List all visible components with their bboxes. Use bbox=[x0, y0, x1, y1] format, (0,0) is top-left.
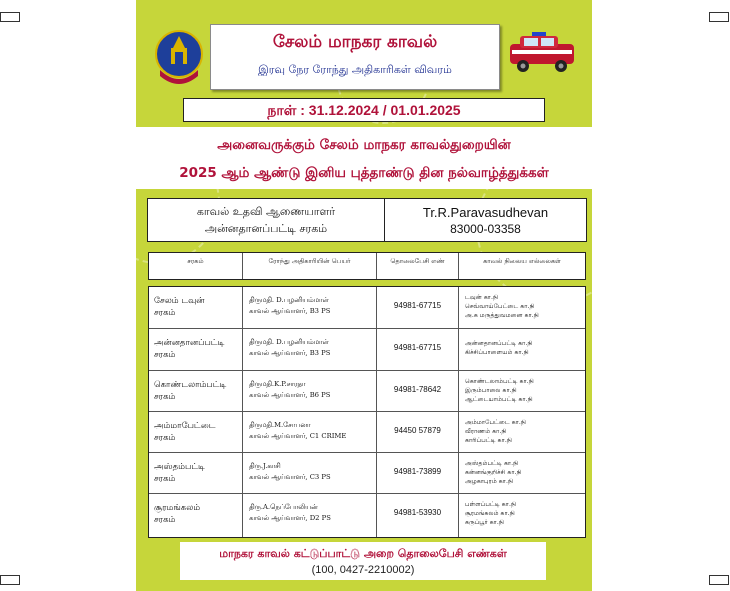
area-name: அன்னதானப்பட்டி bbox=[154, 338, 225, 348]
page-title: சேலம் மாநகர காவல் bbox=[272, 32, 438, 52]
limit-item: கிச்சிப்பாளையம் கா.நி bbox=[465, 349, 529, 356]
area-cell bbox=[149, 329, 243, 371]
officer-area: அன்னதானப்பட்டி சரகம் bbox=[204, 222, 328, 235]
limit-item: கொண்டலாம்பட்டி கா.நி bbox=[465, 378, 534, 385]
resize-handle-top-left[interactable] bbox=[0, 12, 20, 22]
officer-box bbox=[147, 198, 587, 242]
header-cell-officer: ரோந்து அதிகாரியின் பெயர் bbox=[243, 253, 377, 279]
limits-cell bbox=[459, 371, 585, 412]
patrol-vehicle-icon bbox=[506, 30, 580, 76]
limit-item: ஆட்டையாம்பட்டி கா.நி bbox=[465, 396, 533, 403]
header-box bbox=[210, 24, 500, 90]
police-emblem-icon bbox=[154, 30, 204, 88]
officer-name: திருமதி.M.சோபனா bbox=[249, 421, 311, 429]
limit-item: அ.க மருத்துவமனை கா.நி bbox=[465, 312, 539, 319]
officer-rank: காவல் ஆய்வாளர், B3 PS bbox=[249, 349, 331, 357]
limit-item: வீராணம் கா.நி bbox=[465, 428, 507, 435]
resize-handle-top-right[interactable] bbox=[709, 12, 729, 22]
area-suffix: சரகம் bbox=[154, 392, 176, 402]
table-header bbox=[148, 252, 586, 280]
limit-item: பள்ளப்பட்டி கா.நி bbox=[465, 501, 517, 508]
limit-item: அழகாபுரம் கா.நி bbox=[465, 478, 514, 485]
officer-cell bbox=[243, 329, 377, 371]
limit-item: கன்னங்குறிச்சி கா.நி bbox=[465, 469, 522, 476]
control-room-footer bbox=[180, 542, 546, 580]
limit-item: காரிப்பட்டி கா.நி bbox=[465, 437, 512, 444]
greeting-line-1: அனைவருக்கும் சேலம் மாநகர காவல்துறையின் bbox=[217, 137, 511, 153]
limit-item: கருப்பூர் கா.நி bbox=[465, 519, 505, 526]
officer-role: காவல் உதவி ஆணையாளர் bbox=[196, 205, 336, 218]
greeting-banner bbox=[136, 127, 592, 189]
area-suffix: சரகம் bbox=[154, 474, 176, 484]
officer-rank: காவல் ஆய்வாளர், C3 PS bbox=[249, 473, 331, 481]
area-cell bbox=[149, 287, 243, 329]
area-suffix: சரகம் bbox=[154, 433, 176, 443]
limit-item: டவுன் கா.நி bbox=[465, 294, 499, 301]
officer-name: திருமதி. D.பழனியம்மாள் bbox=[249, 338, 329, 346]
date-banner: நாள் : 31.12.2024 / 01.01.2025 bbox=[183, 98, 545, 122]
area-suffix: சரகம் bbox=[154, 350, 176, 360]
poster-image bbox=[136, 0, 592, 591]
area-name: சேலம் டவுன் bbox=[154, 296, 205, 306]
officer-name: திரு.J.காசி bbox=[249, 462, 281, 470]
phone-cell: 94981-67715 bbox=[377, 329, 459, 371]
area-name: அம்மாபேட்டை bbox=[154, 421, 216, 431]
officer-cell bbox=[243, 494, 377, 537]
table-row bbox=[149, 329, 585, 371]
officer-rank: காவல் ஆய்வாளர், C1 CRIME bbox=[249, 432, 347, 440]
table-row bbox=[149, 412, 585, 453]
limit-item: இரும்பாலை கா.நி bbox=[465, 387, 517, 394]
limit-item: அன்னதானப்பட்டி கா.நி bbox=[465, 340, 533, 347]
limit-item: அஸ்தம்பட்டி கா.நி bbox=[465, 460, 519, 467]
area-name: அஸ்தம்பட்டி bbox=[154, 462, 205, 472]
footer-title: மாநகர காவல் கட்டுப்பாட்டு அறை தொலைபேசி எண்கள் bbox=[219, 547, 507, 560]
page-subtitle: இரவு நேர ரோந்து அதிகாரிகள் விவரம் bbox=[258, 63, 452, 76]
table-row bbox=[149, 371, 585, 412]
header-cell-area: சரகம் bbox=[149, 253, 243, 279]
table-row bbox=[149, 494, 585, 537]
officer-designation bbox=[148, 199, 385, 241]
officer-cell bbox=[243, 371, 377, 412]
officer-name: திரு.A.நெப்போலியன் bbox=[249, 503, 318, 511]
table-row bbox=[149, 453, 585, 494]
phone-cell: 94981-78642 bbox=[377, 371, 459, 412]
area-suffix: சரகம் bbox=[154, 308, 176, 318]
officer-rank: காவல் ஆய்வாளர், D2 PS bbox=[249, 514, 331, 522]
limits-cell bbox=[459, 494, 585, 537]
area-name: கொண்டலாம்பட்டி bbox=[154, 380, 227, 390]
officer-table bbox=[148, 286, 586, 538]
greeting-line-2: 2025 ஆம் ஆண்டு இனிய புத்தாண்டு தின நல்வாழ்த்துக்கள் bbox=[179, 165, 549, 181]
officer-name: திருமதி.K.P.சாரதா bbox=[249, 380, 306, 388]
limits-cell bbox=[459, 453, 585, 494]
limits-cell bbox=[459, 412, 585, 453]
officer-cell bbox=[243, 287, 377, 329]
officer-cell bbox=[243, 453, 377, 494]
limits-cell bbox=[459, 287, 585, 329]
area-cell bbox=[149, 371, 243, 412]
limit-item: அம்மாபேட்டை கா.நி bbox=[465, 419, 527, 426]
area-cell bbox=[149, 494, 243, 537]
officer-rank: காவல் ஆய்வாளர், B6 PS bbox=[249, 391, 331, 399]
officer-cell bbox=[243, 412, 377, 453]
phone-cell: 94981-53930 bbox=[377, 494, 459, 537]
header-cell-phone: தொலைபேசி எண் bbox=[377, 253, 459, 279]
officer-phone: 83000-03358 bbox=[450, 222, 521, 236]
phone-cell: 94450 57879 bbox=[377, 412, 459, 453]
area-name: சூரமங்கலம் bbox=[154, 503, 201, 513]
officer-contact bbox=[385, 199, 586, 241]
limit-item: செவ்வாய்பேட்டை கா.நி bbox=[465, 303, 535, 310]
table-row bbox=[149, 287, 585, 329]
officer-name: Tr.R.Paravasudhevan bbox=[422, 205, 549, 220]
limit-item: சூரமங்கலம் கா.நி bbox=[465, 510, 515, 517]
header-cell-limits: காவல் நிலைய எல்லைகள் bbox=[483, 257, 561, 265]
resize-handle-bottom-left[interactable] bbox=[0, 575, 20, 585]
limits-cell bbox=[459, 329, 585, 371]
phone-cell: 94981-73899 bbox=[377, 453, 459, 494]
area-cell bbox=[149, 412, 243, 453]
officer-rank: காவல் ஆய்வாளர், B3 PS bbox=[249, 307, 331, 315]
officer-name: திருமதி. D.பழனியம்மாள் bbox=[249, 296, 329, 304]
area-cell bbox=[149, 453, 243, 494]
phone-cell: 94981-67715 bbox=[377, 287, 459, 329]
footer-numbers: (100, 0427-2210002) bbox=[311, 564, 415, 576]
resize-handle-bottom-right[interactable] bbox=[709, 575, 729, 585]
area-suffix: சரகம் bbox=[154, 515, 176, 525]
